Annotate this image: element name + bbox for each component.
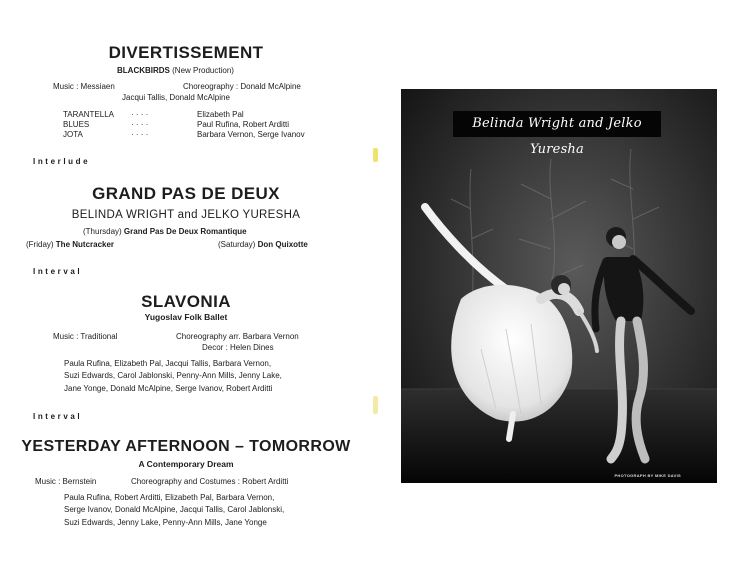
yesterday-cast [64,492,284,529]
dance-leader-dots: · · · · [131,120,149,129]
blackbirds-note: (New Production) [172,66,234,75]
yesterday-music: Music : Bernstein [35,477,97,486]
divertissement-cast: Jacqui Tallis, Donald McAlpine [122,93,230,102]
thursday-piece: Grand Pas De Deux Romantique [123,227,247,236]
friday-day: (Friday) [26,240,54,249]
dance-performers-tarantella: Elizabeth Pal [197,110,244,119]
dance-name-tarantella: TARANTELLA [63,110,114,119]
cast-line: Serge Ivanov, Donald McAlpine, Jacqui Tallis, Carol Jablonski, [64,505,285,515]
ballet-photograph [401,89,717,483]
yesterday-subtitle: A Contemporary Dream [138,459,234,469]
interval-label: Interval [33,267,83,276]
cast-line: Paula Rufina, Elizabeth Pal, Jacqui Tallis, Barbara Vernon, [64,359,272,368]
dance-leader-dots: · · · · [131,130,149,139]
interlude-label: Interlude [33,157,91,166]
slavonia-cast [64,358,282,395]
divertissement-choreography: Choreography : Donald McAlpine [183,82,301,91]
photo-caption: Belinda Wright and Jelko Yuresha [453,111,661,137]
dance-name-blues: BLUES [63,120,90,129]
grand-pas-saturday [218,240,308,249]
grand-pas-thursday [83,227,247,236]
cast-line: Suzi Edwards, Carol Jablonski, Penny-Ann Mills, Jenny Lake, [64,371,282,381]
slavonia-choreography: Choreography arr. Barbara Vernon [176,332,299,341]
cast-line: Paula Rufina, Robert Arditti, Elizabeth Pal, Barbara Vernon, [64,493,275,502]
friday-piece: The Nutcracker [55,240,115,249]
slavonia-decor: Decor : Helen Dines [202,343,274,352]
thursday-day: (Thursday) [83,227,122,236]
divertissement-title: DIVERTISSEMENT [108,43,264,62]
divertissement-subtitle-line [117,66,234,75]
photo-credit: PHOTOGRAPH BY MIKE DAVIS [614,473,681,478]
grand-pas-title: GRAND PAS DE DEUX [92,184,280,203]
dance-name-jota: JOTA [63,130,83,139]
yesterday-choreography: Choreography and Costumes : Robert Arditti [131,477,289,486]
slavonia-title: SLAVONIA [141,292,231,311]
slavonia-subtitle: Yugoslav Folk Ballet [144,312,228,322]
cast-line: Jane Yonge, Donald McAlpine, Serge Ivanov, Robert Arditti [64,383,273,393]
binding-mark [373,148,378,162]
slavonia-music: Music : Traditional [53,332,118,341]
grand-pas-dancers: BELINDA WRIGHT and JELKO YURESHA [71,209,301,221]
blackbirds-title: BLACKBIRDS [117,66,170,75]
binding-mark [373,396,378,414]
yesterday-title: YESTERDAY AFTERNOON – TOMORROW [21,438,351,455]
interval-label: Interval [33,412,83,421]
grand-pas-friday [26,240,114,249]
dance-leader-dots: · · · · [131,110,149,119]
dance-performers-blues: Paul Rufina, Robert Arditti [197,120,290,129]
cast-line: Suzi Edwards, Jenny Lake, Penny-Ann Mills, Jane Yonge [64,517,267,527]
programme-left-page [0,0,372,574]
divertissement-music: Music : Messiaen [53,82,115,91]
saturday-piece: Don Quixotte [257,240,308,249]
dance-performers-jota: Barbara Vernon, Serge Ivanov [197,130,305,139]
saturday-day: (Saturday) [218,240,256,249]
